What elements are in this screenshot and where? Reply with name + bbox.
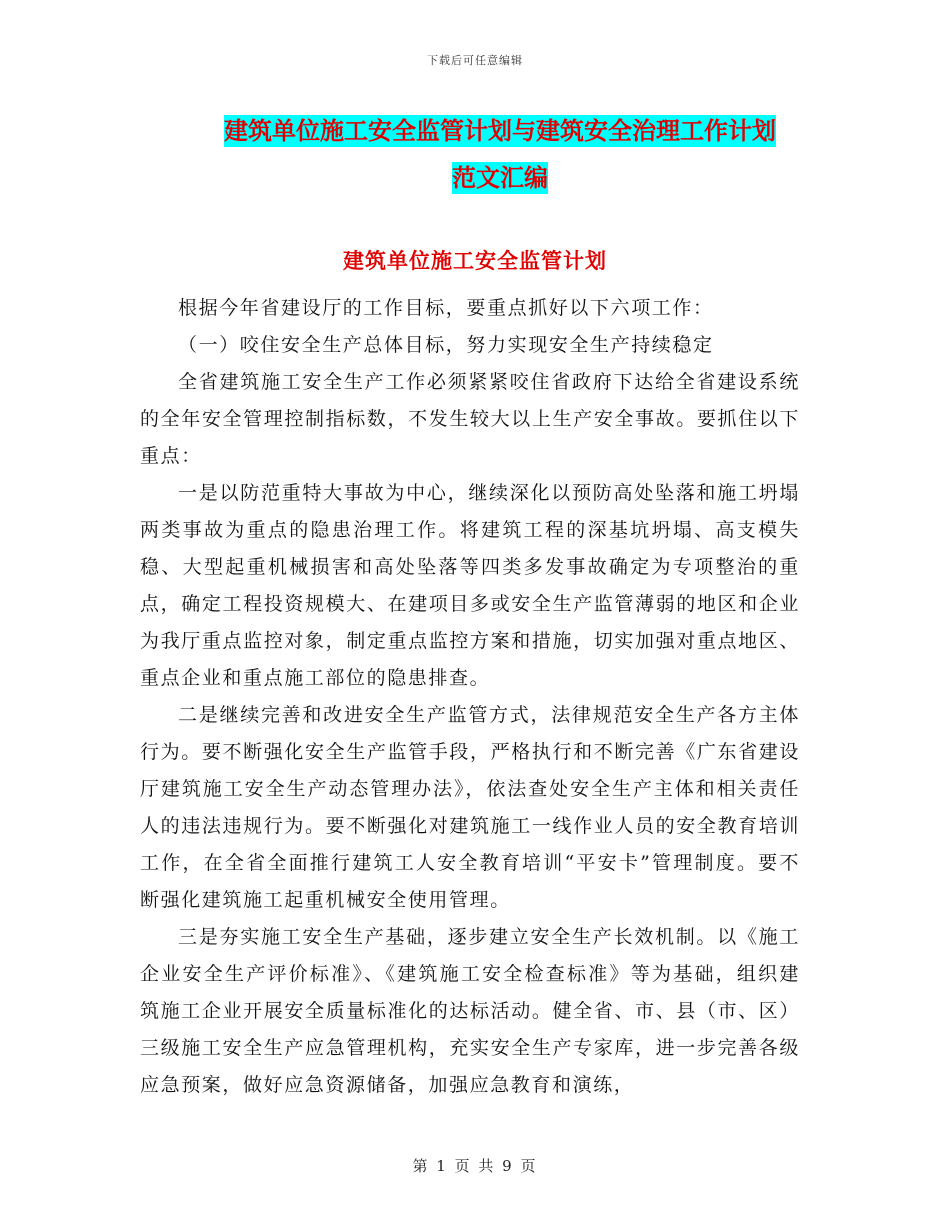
paragraph-intro: 根据今年省建设厅的工作目标，要重点抓好以下六项工作： [178, 297, 714, 319]
section-title: 建筑单位施工安全监管计划 [343, 249, 607, 273]
paragraph: 三是夯实施工安全生产基础，逐步建立安全生产长效机制。以《施工企业安全生产评价标准》、《建筑施工安全检查标准》等为基础，组织建筑施工企业开展安全质量标准化的达标活动。健全省、市、县（市、区）三级施工安全生产应急管理机构，充实安全生产专家库，进一步完善各级应急预案，做好应急资源储备，加强应急教育和演练， [140, 926, 800, 1096]
paragraph-heading-1: （一）咬住安全生产总体目标，努力实现安全生产持续稳定 [178, 334, 714, 356]
document-title-line1: 建筑单位施工安全监管计划与建筑安全治理工作计划 [224, 117, 776, 145]
page-footer: 第 1 页 共 9 页 [412, 1157, 538, 1175]
document-title-line2: 范文汇编 [452, 164, 548, 192]
document-title [160, 108, 840, 202]
body-text [140, 290, 800, 1104]
paragraph: 一是以防范重特大事故为中心，继续深化以预防高处坠落和施工坍塌两类事故为重点的隐患治理工作。将建筑工程的深基坑坍塌、高支模失稳、大型起重机械损害和高处坠落等四类多发事故确定为专项整治的重点，确定工程投资规模大、在建项目多或安全生产监管薄弱的地区和企业为我厅重点监控对象，制定重点监控方案和措施，切实加强对重点地区、重点企业和重点施工部位的隐患排查。 [140, 482, 800, 689]
header-note: 下载后可任意编辑 [427, 54, 523, 67]
paragraph: 全省建筑施工安全生产工作必须紧紧咬住省政府下达给全省建设系统的全年安全管理控制指标数，不发生较大以上生产安全事故。要抓住以下重点： [140, 371, 800, 467]
paragraph: 二是继续完善和改进安全生产监管方式，法律规范安全生产各方主体行为。要不断强化安全生产监管手段，严格执行和不断完善《广东省建设厅建筑施工安全生产动态管理办法》，依法查处安全生产主体和相关责任人的违法违规行为。要不断强化对建筑施工一线作业人员的安全教育培训工作，在全省全面推行建筑工人安全教育培训“平安卡”管理制度。要不断强化建筑施工起重机械安全使用管理。 [140, 704, 800, 911]
